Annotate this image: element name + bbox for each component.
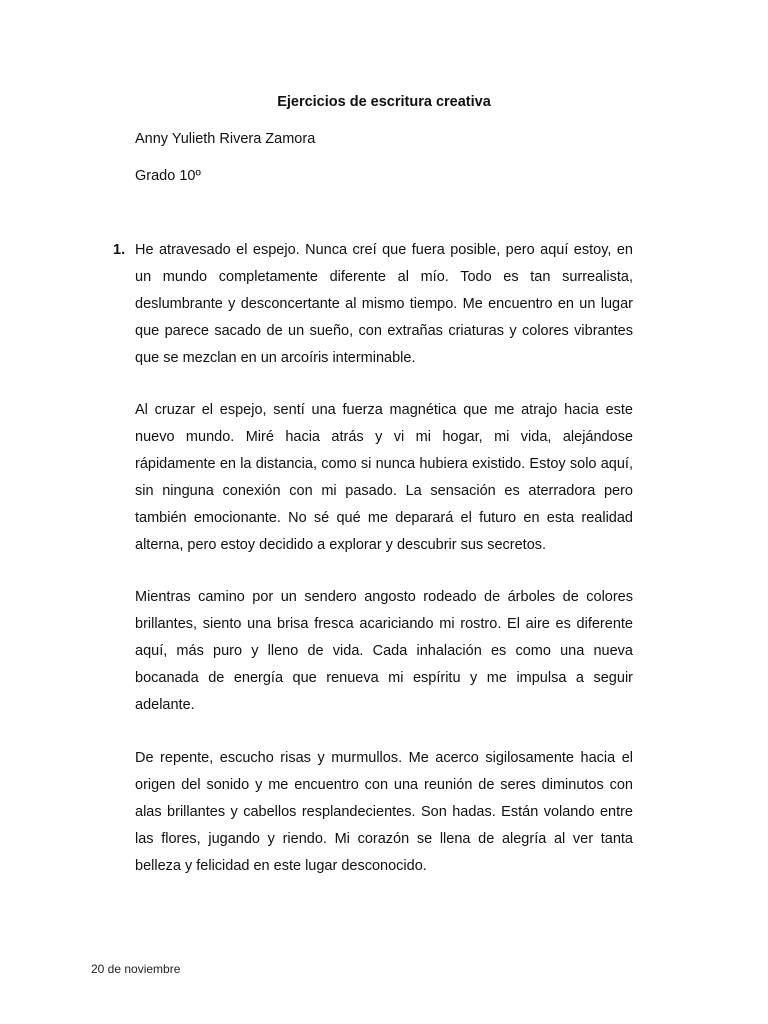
- paragraph-1: He atravesado el espejo. Nunca creí que fuera posible, pero aquí estoy, en un mundo completamente diferente al mío. Todo es tan surrealista, deslumbrante y desconcertante al mismo tiempo. Me encuentro en un lugar que parece sacado de un sueño, con extrañas criaturas y colores vibrantes que se mezclan en un arcoíris interminable.: [135, 242, 633, 366]
- grade-label: Grado 10º: [135, 168, 201, 184]
- list-number: 1.: [113, 242, 126, 258]
- document-title: Ejercicios de escritura creativa: [277, 94, 491, 110]
- footer-date: 20 de noviembre: [91, 962, 181, 976]
- paragraph-2: Al cruzar el espejo, sentí una fuerza magnética que me atrajo hacia este nuevo mundo. Miré hacia atrás y vi mi hogar, mi vida, alejándose rápidamente en la distancia, como si nunca hubiera existido. Estoy solo aquí, sin ninguna conexión con mi pasado. La sensación es aterradora pero también emocionante. No sé qué me deparará el futuro en esta realidad alterna, pero estoy decidido a explorar y descubrir sus secretos.: [135, 402, 633, 553]
- paragraph-3: Mientras camino por un sendero angosto rodeado de árboles de colores brillantes, siento una brisa fresca acariciando mi rostro. El aire es diferente aquí, más puro y lleno de vida. Cada inhalación es como una nueva bocanada de energía que renueva mi espíritu y me impulsa a seguir adelante.: [135, 589, 633, 713]
- author-name: Anny Yulieth Rivera Zamora: [135, 131, 316, 147]
- paragraph-4: De repente, escucho risas y murmullos. Me acerco sigilosamente hacia el origen del sonido y me encuentro con una reunión de seres diminutos con alas brillantes y cabellos resplandecientes. Son hadas. Están volando entre las flores, jugando y riendo. Mi corazón se llena de alegría al ver tanta belleza y felicidad en este lugar desconocido.: [135, 750, 633, 874]
